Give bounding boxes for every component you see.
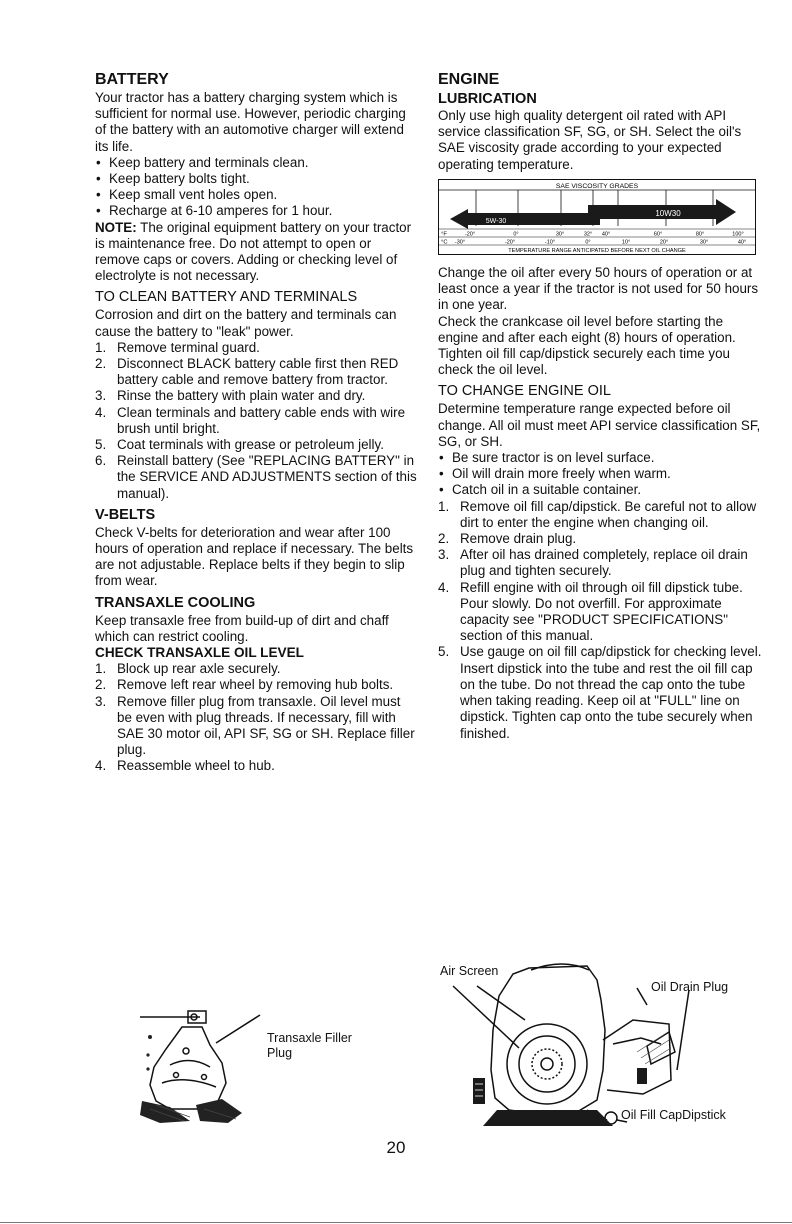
fahrenheit-tick-label: 32°	[583, 231, 593, 238]
list-item	[95, 356, 417, 388]
viscosity-chart	[438, 179, 766, 259]
step-text: Block up rear axle securely.	[117, 661, 281, 677]
celsius-tick-label: -10°	[544, 239, 556, 246]
step-text: Remove oil fill cap/dipstick. Be careful not to allow dirt to enter the engine when changing oil.	[460, 498, 757, 530]
lubrication-intro: Only use high quality detergent oil rated with API service classification SF, SG, or SH. Select the oil's SAE viscosity grade according to your expected operating temperature.	[438, 108, 742, 172]
list-item	[95, 694, 417, 759]
fahrenheit-tick-label: 80°	[695, 231, 705, 238]
step-text: After oil has drained completely, replace oil drain plug and tighten securely.	[460, 547, 748, 579]
fahrenheit-tick-label: 100°	[732, 231, 744, 238]
step-text: Reinstall battery (See "REPLACING BATTERY" in the SERVICE AND ADJUSTMENTS section of this manual).	[117, 453, 417, 501]
change-interval-text: Change the oil after every 50 hours of operation or at least once a year if the tractor is not used for 50 hours in one year.	[438, 265, 759, 313]
page-number: 20	[386, 1138, 406, 1157]
step-number: 4.	[95, 758, 107, 774]
battery-intro: Your tractor has a battery charging system which is sufficient for normal use. However, periodic charging of the battery with an automotive charger will extend its life.	[95, 90, 406, 154]
list-item	[95, 453, 417, 502]
change-oil-steps	[438, 499, 766, 742]
battery-bullets	[95, 155, 417, 220]
celsius-tick-label: 40°	[737, 239, 747, 246]
step-number: 4.	[438, 579, 450, 595]
change-oil-bullets	[438, 450, 766, 499]
oil-level-steps	[95, 661, 417, 774]
vbelts-text: Check V-belts for deterioration and wear after 100 hours of operation and replace if necessary. The belts are not adjustable. Replace belts if they begin to slip from wear.	[95, 524, 414, 589]
celsius-tick-label: 20°	[659, 239, 669, 246]
celsius-tick-label: 0°	[585, 239, 591, 246]
list-item: • Keep small vent holes open.	[95, 187, 417, 203]
list-item	[438, 531, 766, 547]
step-text: Use gauge on oil fill cap/dipstick for checking level. Insert dipstick into the tube and rest the oil fill cap on the tube. Do not thread the cap onto the tube when taking reading. Keep oil at "FULL" line on dipstick. Tighten cap onto the tube securely when finished.	[460, 644, 762, 741]
note-text: The original equipment battery on your tractor is maintenance free. Do not attempt to open or remove caps or covers. Adding or checking level of electrolyte is not necessary.	[95, 219, 412, 284]
step-text: Coat terminals with grease or petroleum jelly.	[117, 437, 384, 453]
change-oil-intro: Determine temperature range expected before oil change. All oil must meet API service classification SF, SG, or SH.	[438, 401, 761, 449]
step-text: Remove filler plug from transaxle. Oil level must be even with plug threads. If necessary, fill with SAE 30 motor oil, API SF, SG or SH. Replace filler plug.	[117, 693, 415, 758]
list-item	[95, 405, 417, 437]
step-text: Clean terminals and battery cable ends with wire brush until bright.	[117, 404, 406, 436]
viscosity-footer: TEMPERATURE RANGE ANTICIPATED BEFORE NEXT OIL CHANGE	[508, 247, 686, 254]
battery-note	[95, 220, 417, 285]
celsius-tick-label: -30°	[454, 239, 466, 246]
step-number: 5.	[438, 644, 450, 660]
celsius-label: °C	[441, 239, 448, 246]
viscosity-title: SAE VISCOSITY GRADES	[555, 182, 639, 190]
grade-10w30-label: 10W30	[655, 208, 681, 218]
left-column	[95, 70, 417, 775]
fahrenheit-tick-label: -20°	[464, 231, 476, 238]
step-number: 2.	[95, 677, 107, 693]
step-text: Disconnect BLACK battery cable first then RED battery cable and remove battery from tractor.	[117, 356, 399, 388]
step-text: Remove left rear wheel by removing hub bolts.	[117, 677, 394, 693]
list-item	[95, 437, 417, 453]
list-item	[95, 661, 417, 677]
step-number: 3.	[95, 693, 107, 709]
fahrenheit-label: °F	[441, 231, 447, 238]
fahrenheit-tick-label: 60°	[653, 231, 663, 238]
figure-label-line: Transaxle Filler	[267, 1031, 352, 1045]
list-item	[95, 388, 417, 404]
oil-fill-cap-label: Oil Fill CapDipstick	[621, 1108, 726, 1122]
list-item	[95, 677, 417, 693]
step-number: 2.	[438, 531, 450, 547]
celsius-tick-label: 10°	[621, 239, 631, 246]
list-item	[438, 580, 766, 645]
list-item: • Catch oil in a suitable container.	[438, 482, 766, 498]
battery-heading: BATTERY	[95, 71, 169, 88]
list-item	[438, 644, 766, 741]
oil-drain-plug-label: Oil Drain Plug	[651, 980, 729, 994]
list-item: • Oil will drain more freely when warm.	[438, 466, 766, 482]
list-item	[438, 499, 766, 531]
page-bottom-rule	[0, 1222, 792, 1223]
transaxle-filler-label	[267, 1031, 352, 1061]
transaxle-cooling-text: Keep transaxle free from build-up of dirt and chaff which can restrict cooling.	[95, 612, 389, 644]
step-number: 2.	[95, 356, 107, 372]
engine-heading: ENGINE	[438, 71, 500, 88]
list-item: • Keep battery bolts tight.	[95, 171, 417, 187]
list-item	[95, 758, 417, 774]
clean-battery-steps	[95, 340, 417, 502]
viscosity-chart-graphic	[438, 179, 756, 255]
oil-level-heading: CHECK TRANSAXLE OIL LEVEL	[95, 645, 304, 661]
note-label: NOTE:	[95, 219, 137, 235]
change-oil-heading: TO CHANGE ENGINE OIL	[438, 383, 611, 400]
step-text: Refill engine with oil through oil fill dipstick tube. Pour slowly. Do not overfill. For approximate capacity see "PRODUCT SPECIFICATIONS" section of this manual.	[460, 579, 743, 644]
right-column	[438, 70, 766, 742]
step-text: Rinse the battery with plain water and dry.	[117, 388, 366, 404]
celsius-tick-label: -20°	[504, 239, 516, 246]
step-text: Reassemble wheel to hub.	[117, 758, 275, 774]
step-number: 3.	[438, 547, 450, 563]
transaxle-figure	[130, 1005, 390, 1125]
step-number: 6.	[95, 453, 107, 469]
air-screen-label: Air Screen	[440, 964, 499, 978]
step-text: Remove terminal guard.	[117, 339, 260, 355]
list-item: • Recharge at 6-10 amperes for 1 hour.	[95, 203, 417, 219]
transaxle-illustration	[130, 1005, 390, 1125]
grade-5w30-arrow	[450, 209, 600, 229]
fahrenheit-tick-label: 0°	[513, 231, 519, 238]
list-item: • Be sure tractor is on level surface.	[438, 450, 766, 466]
engine-figure	[437, 960, 767, 1130]
lubrication-heading: LUBRICATION	[438, 91, 537, 107]
figure-label-line: Plug	[267, 1046, 293, 1060]
clean-battery-intro: Corrosion and dirt on the battery and terminals can cause the battery to "leak" power.	[95, 307, 397, 339]
step-number: 3.	[95, 388, 107, 404]
step-number: 1.	[95, 339, 107, 355]
step-number: 5.	[95, 437, 107, 453]
list-item	[438, 547, 766, 579]
grade-5w30-label: 5W-30	[485, 217, 507, 225]
clean-battery-heading: TO CLEAN BATTERY AND TERMINALS	[95, 289, 358, 306]
step-number: 1.	[438, 498, 450, 514]
list-item	[95, 340, 417, 356]
fahrenheit-tick-label: 40°	[601, 231, 611, 238]
check-level-text: Check the crankcase oil level before starting the engine and after each eight (8) hours of operation. Tighten oil fill cap/dipstick securely each time you check the oil level.	[438, 313, 736, 378]
fahrenheit-tick-label: 30°	[555, 231, 565, 238]
step-number: 4.	[95, 404, 107, 420]
vbelts-heading: V-BELTS	[95, 506, 156, 523]
step-number: 1.	[95, 661, 107, 677]
transaxle-cooling-heading: TRANSAXLE COOLING	[95, 594, 256, 611]
celsius-tick-label: 30°	[699, 239, 709, 246]
step-text: Remove drain plug.	[460, 531, 577, 547]
list-item: • Keep battery and terminals clean.	[95, 155, 417, 171]
